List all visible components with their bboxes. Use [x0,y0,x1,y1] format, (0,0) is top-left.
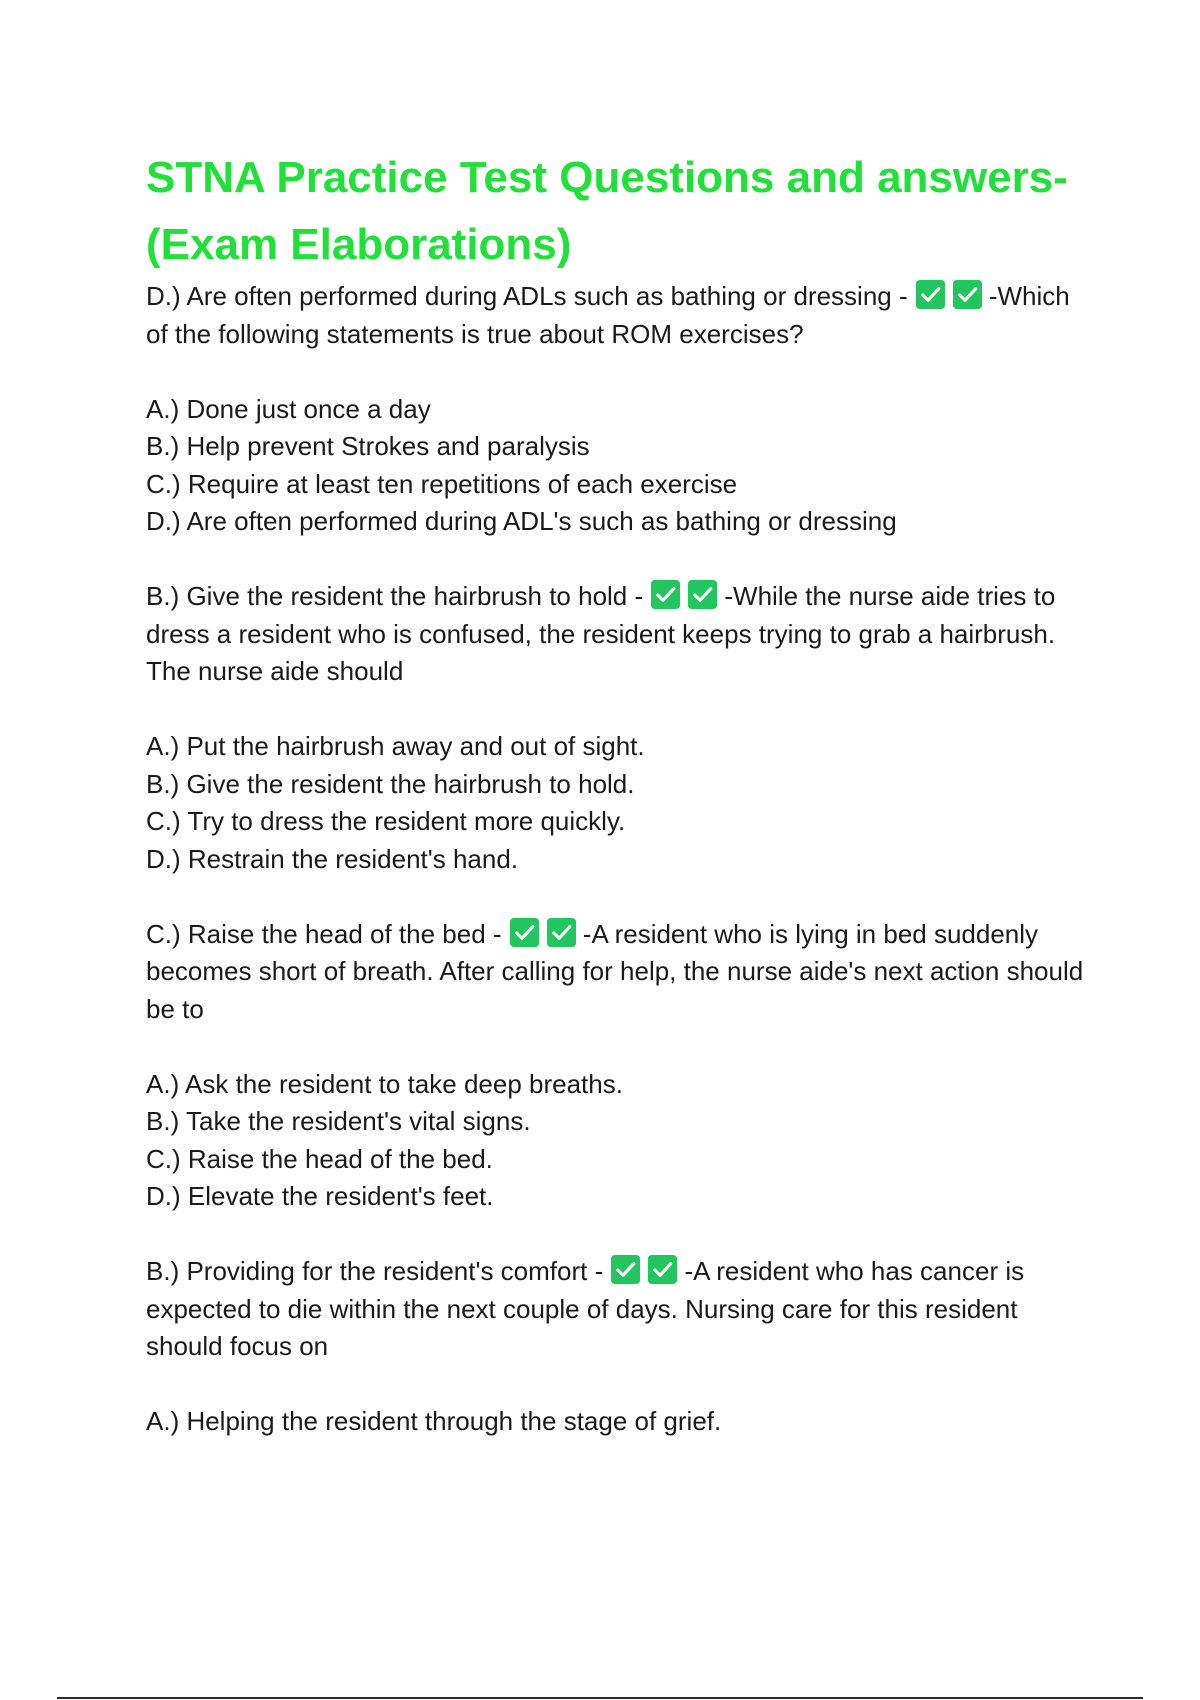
block-spacer [146,878,1086,916]
option-list [146,391,1086,541]
option-item: A.) Done just once a day [146,393,431,424]
question-block [146,1253,1086,1441]
footer-divider [57,1697,1143,1699]
checkmark-box-icon [915,279,946,310]
option-item: C.) Raise the head of the bed. [146,1143,493,1174]
question-list [146,278,1086,1441]
checkmark-box-icon [509,917,540,948]
question-block [146,578,1086,916]
question-text: -While the nurse aide tries to dress a resident who is confused, the resident keeps trying to grab a hairbrush. The nurse aide should [146,581,1056,686]
checkmark-box-icon [647,1254,678,1285]
checkmark-box-icon [546,917,577,948]
correct-answer: D.) Are often performed during ADLs such as bathing or dressing - [146,281,908,311]
question-text: -A resident who is lying in bed suddenly becomes short of breath. After calling for help, the nurse aide's next action should be to [146,918,1084,1024]
option-item: C.) Try to dress the resident more quickly. [146,806,626,836]
checkmark-box-icon [610,1254,641,1285]
option-item: B.) Help prevent Strokes and paralysis [146,431,590,461]
answer-question-text [146,916,1086,1029]
option-item: C.) Require at least ten repetitions of each exercise [146,468,738,499]
option-item: D.) Are often performed during ADL's such as bathing or dressing [146,506,897,536]
option-item: D.) Elevate the resident's feet. [146,1181,494,1211]
checkmark-box-icon [687,579,718,610]
option-item: A.) Helping the resident through the stage of grief. [146,1406,722,1436]
correct-answer: B.) Providing for the resident's comfort - [146,1256,604,1286]
option-item: B.) Take the resident's vital signs. [146,1106,531,1136]
option-list [146,728,1086,878]
answer-question-text [146,278,1086,353]
checkmark-box-icon [952,279,983,310]
question-text: -Which of the following statements is true about ROM exercises? [146,281,1070,349]
question-text: -A resident who has cancer is expected to die within the next couple of days. Nursing care for this resident should focus on [146,1256,1025,1361]
option-list [146,1403,1086,1441]
answer-question-text [146,1253,1086,1366]
option-list [146,1066,1086,1216]
question-block [146,278,1086,578]
option-item: B.) Give the resident the hairbrush to hold. [146,768,635,799]
answer-question-text [146,578,1086,691]
correct-answer: B.) Give the resident the hairbrush to hold - [146,581,644,611]
option-item: D.) Restrain the resident's hand. [146,843,519,874]
option-item: A.) Put the hairbrush away and out of sight. [146,731,645,761]
document-title: STNA Practice Test Questions and answers- (Exam Elaborations) [146,153,1068,269]
question-block [146,916,1086,1254]
block-spacer [146,1216,1086,1254]
correct-answer: C.) Raise the head of the bed - [146,918,502,949]
option-item: A.) Ask the resident to take deep breaths. [146,1068,623,1099]
document-body [146,144,1086,1441]
checkmark-box-icon [650,579,681,610]
block-spacer [146,541,1086,579]
